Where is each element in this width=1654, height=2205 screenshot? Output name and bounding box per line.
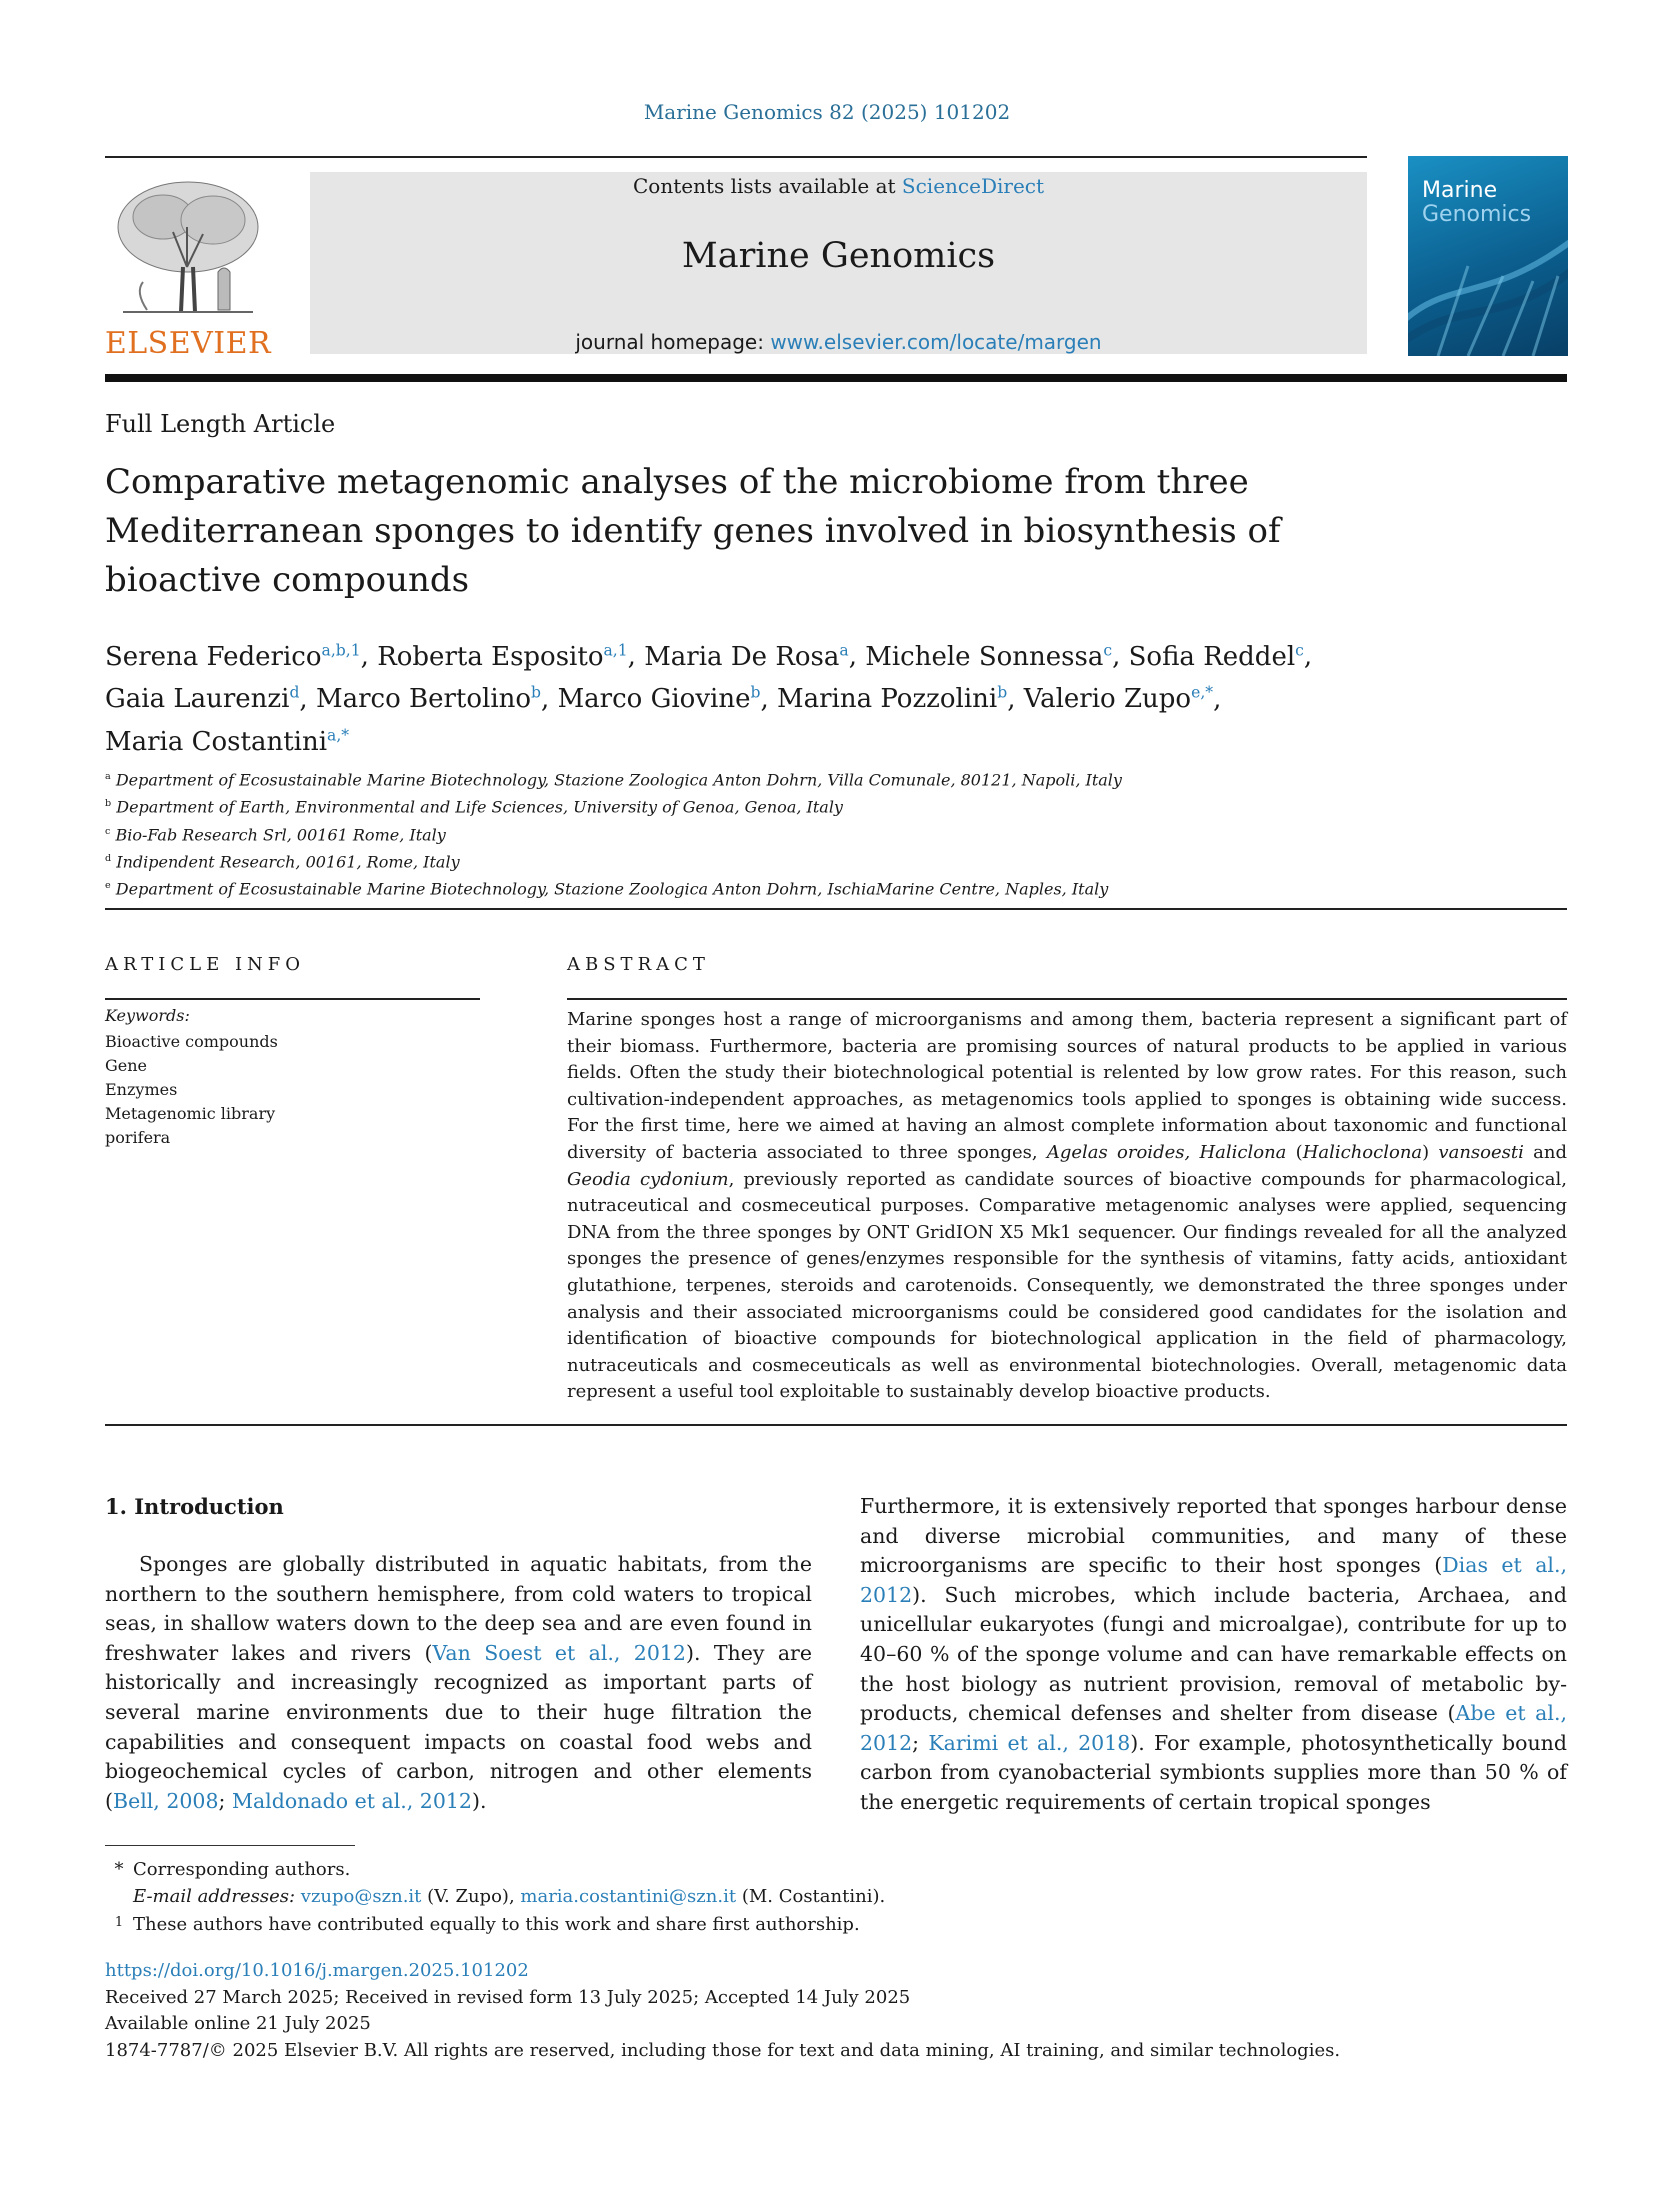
affiliation-item: $^a$ Department of Ecosustainable Marine Biotechnology, Stazione Zoologica Anton Dohrn, Villa Comunale, 80121, Napoli, Italy — [105, 770, 1122, 790]
cover-title-marine: Marine — [1422, 178, 1498, 203]
publication-info — [105, 1958, 1565, 2064]
intro-right-column: Furthermore, it is extensively reported that sponges harbour dense and diverse microbial communities, and many of these microorganisms are specific to their host sponges (Dias et al., 2012). Such microbes, which include bacteria, Archaea, and unicellular eukaryotes (fungi and microalgae), contribute for up to 40–60 % of the sponge volume and can have remarkable effects on the host biology as nutrient provision, removal of metabolic by-products, chemical defenses and shelter from disease (Abe et al., 2012; Karimi et al., 2018). For example, photosynthetically bound carbon from cyanobacterial symbionts supplies more than 50 % of the energetic requirements of certain tropical sponges — [860, 1494, 1568, 1814]
affiliation-item: $^c$ Bio-Fab Research Srl, 00161 Rome, Italy — [105, 824, 446, 844]
copyright-notice: 1874-7787/© 2025 Elsevier B.V. All rights are reserved, including those for text and data mining, AI training, and similar technologies. — [105, 2039, 1341, 2061]
article-info-divider — [105, 998, 480, 1000]
cover-title-genomics: Genomics — [1422, 202, 1532, 227]
journal-homepage-link[interactable]: www.elsevier.com/locate/margen — [770, 330, 1102, 354]
article-title: Comparative metagenomic analyses of the microbiome from three Mediterranean sponges to identify genes involved in biosynthesis of bioactive compounds — [105, 462, 1281, 600]
abstract-divider — [567, 998, 1567, 1000]
affiliation-item: $^d$ Indipendent Research, 00161, Rome, Italy — [105, 852, 460, 872]
journal-homepage-line — [310, 330, 1367, 354]
citation-link[interactable]: Bell, 2008 — [113, 1788, 219, 1813]
author[interactable]: Marina Pozzolini$^b$ — [776, 683, 1008, 715]
author[interactable]: Maria Costantini$^{a,*}$ — [105, 726, 350, 757]
keyword: Gene — [105, 1056, 148, 1075]
keyword: Bioactive compounds — [105, 1032, 278, 1051]
author-list: Serena Federico$^{a,b,1}$, Roberta Esposito$^{a,1}$, Maria De Rosa$^a$, Michele Sonnessa$^c$, Sofia Reddel$^c$, Gaia Laurenzi$^d$, Marco Bertolino$^b$, Marco Giovine$^b$, Marina Pozzolini$^b$, Valerio Zupo$^{e,*}$, Maria Costantini$^{a,*}$ — [105, 641, 1313, 757]
abstract-bottom-divider — [105, 1424, 1567, 1426]
journal-name: Marine Genomics — [681, 236, 996, 276]
footnote-corresponding: * Corresponding authors. — [114, 1859, 351, 1880]
citation-link[interactable]: Karimi et al., 2018 — [928, 1730, 1131, 1755]
author[interactable]: Michele Sonnessa$^c$ — [865, 641, 1113, 672]
doi-link[interactable]: https://doi.org/10.1016/j.margen.2025.101202 — [105, 1960, 529, 1981]
received-dates: Received 27 March 2025; Received in revised form 13 July 2025; Accepted 14 July 2025 — [105, 1986, 911, 2008]
keyword: porifera — [105, 1128, 171, 1147]
author[interactable]: Serena Federico$^{a,b,1}$ — [105, 641, 361, 672]
intro-left-column: Sponges are globally distributed in aquatic habitats, from the northern to the southern hemisphere, from cold waters to tropical seas, in shallow waters down to the deep sea and are even found in freshwater lakes and rivers (Van Soest et al., 2012). They are historically and increasingly recognized as important parts of several marine environments due to their huge filtration the capabilities and consequent impacts on coastal food webs and biogeochemical cycles of carbon, nitrogen and other elements (Bell, 2008; Maldonado et al., 2012). — [105, 1552, 812, 1813]
homepage-prefix: journal homepage: — [575, 330, 771, 354]
author[interactable]: Maria De Rosa$^a$ — [644, 641, 849, 672]
author[interactable]: Sofia Reddel$^c$ — [1128, 641, 1304, 672]
keywords-list — [105, 1030, 278, 1150]
keyword: Metagenomic library — [105, 1104, 276, 1123]
author[interactable]: Roberta Esposito$^{a,1}$ — [377, 641, 628, 672]
abstract-heading: ABSTRACT — [567, 954, 710, 975]
author[interactable]: Marco Giovine$^b$ — [557, 683, 761, 715]
top-divider — [105, 156, 1367, 158]
journal-reference[interactable]: Marine Genomics 82 (2025) 101202 — [643, 100, 1011, 124]
elsevier-wordmark: ELSEVIER — [104, 326, 272, 361]
header-thick-divider — [105, 374, 1567, 382]
citation-link[interactable]: Van Soest et al., 2012 — [432, 1640, 686, 1665]
footnote-divider — [105, 1845, 355, 1846]
affiliation-item: $^e$ Department of Ecosustainable Marine Biotechnology, Stazione Zoologica Anton Dohrn, IschiaMarine Centre, Naples, Italy — [105, 879, 1109, 899]
sciencedirect-link[interactable]: ScienceDirect — [901, 174, 1045, 198]
author[interactable]: Gaia Laurenzi$^d$ — [105, 683, 300, 715]
section-heading-introduction: 1. Introduction — [105, 1494, 284, 1519]
keyword: Enzymes — [105, 1080, 178, 1099]
abstract-text: Marine sponges host a range of microorganisms and among them, bacteria represent a significant part of their biomass. Furthermore, bacteria are promising sources of natural products to be applied in various fields. Often the study their biotechnological potential is relented by low grow rates. For this reason, such cultivation-independent approaches, as metagenomics tools applied to sponges is obtaining wide success. For the first time, here we aimed at having an almost complete information about taxonomic and functional diversity of bacteria associated to three sponges, Agelas oroides, Haliclona (Halichoclona) vansoesti and Geodia cydonium, previously reported as candidate sources of bioactive compounds for pharmacological, nutraceutical and cosmeceutical purposes. Comparative metagenomic analyses were applied, sequencing DNA from the three sponges by ONT GridION X5 Mk1 sequencer. Our findings revealed for all the analyzed sponges the presence of genes/enzymes responsible for the synthesis of vitamins, fatty acids, antioxidant glutathione, terpenes, steroids and carotenoids. Consequently, we demonstrated the three sponges under analysis and their associated microorganisms could be considered good candidates for the isolation and identification of bioactive compounds for biotechnological application in the field of pharmacology, nutraceuticals and cosmeceuticals as well as environmental biotechnologies. Overall, metagenomic data represent a useful tool exploitable to sustainably develop bioactive products. — [567, 1009, 1567, 1403]
email-link[interactable]: maria.costantini@szn.it — [520, 1885, 737, 1907]
journal-cover-image[interactable] — [1408, 156, 1568, 356]
footnote-emails: E-mail addresses: vzupo@szn.it (V. Zupo), maria.costantini@szn.it (M. Costantini). — [133, 1885, 886, 1907]
contents-prefix: Contents lists available at — [632, 174, 902, 198]
article-type: Full Length Article — [105, 410, 336, 438]
footnotes — [105, 1857, 1405, 1939]
author[interactable]: Marco Bertolino$^b$ — [315, 683, 542, 715]
affiliations — [105, 765, 1405, 902]
footnote-equal-contribution: 1 These authors have contributed equally to this work and share first authorship. — [114, 1914, 860, 1935]
email-link[interactable]: vzupo@szn.it — [300, 1885, 422, 1907]
available-online: Available online 21 July 2025 — [105, 2013, 371, 2034]
citation-link[interactable]: Dias et al., 2012 — [860, 1553, 1568, 1607]
keywords-label: Keywords: — [105, 1006, 190, 1025]
author[interactable]: Valerio Zupo$^{e,*}$ — [1023, 683, 1214, 715]
affiliation-item: $^b$ Department of Earth, Environmental and Life Sciences, University of Genoa, Genoa, Italy — [105, 797, 843, 817]
citation-link[interactable]: Abe et al., 2012 — [860, 1701, 1567, 1755]
citation-link[interactable]: Maldonado et al., 2012 — [231, 1788, 472, 1813]
contents-available-line — [310, 174, 1367, 198]
title-block-divider — [105, 908, 1567, 910]
article-info-heading: ARTICLE INFO — [105, 954, 306, 975]
